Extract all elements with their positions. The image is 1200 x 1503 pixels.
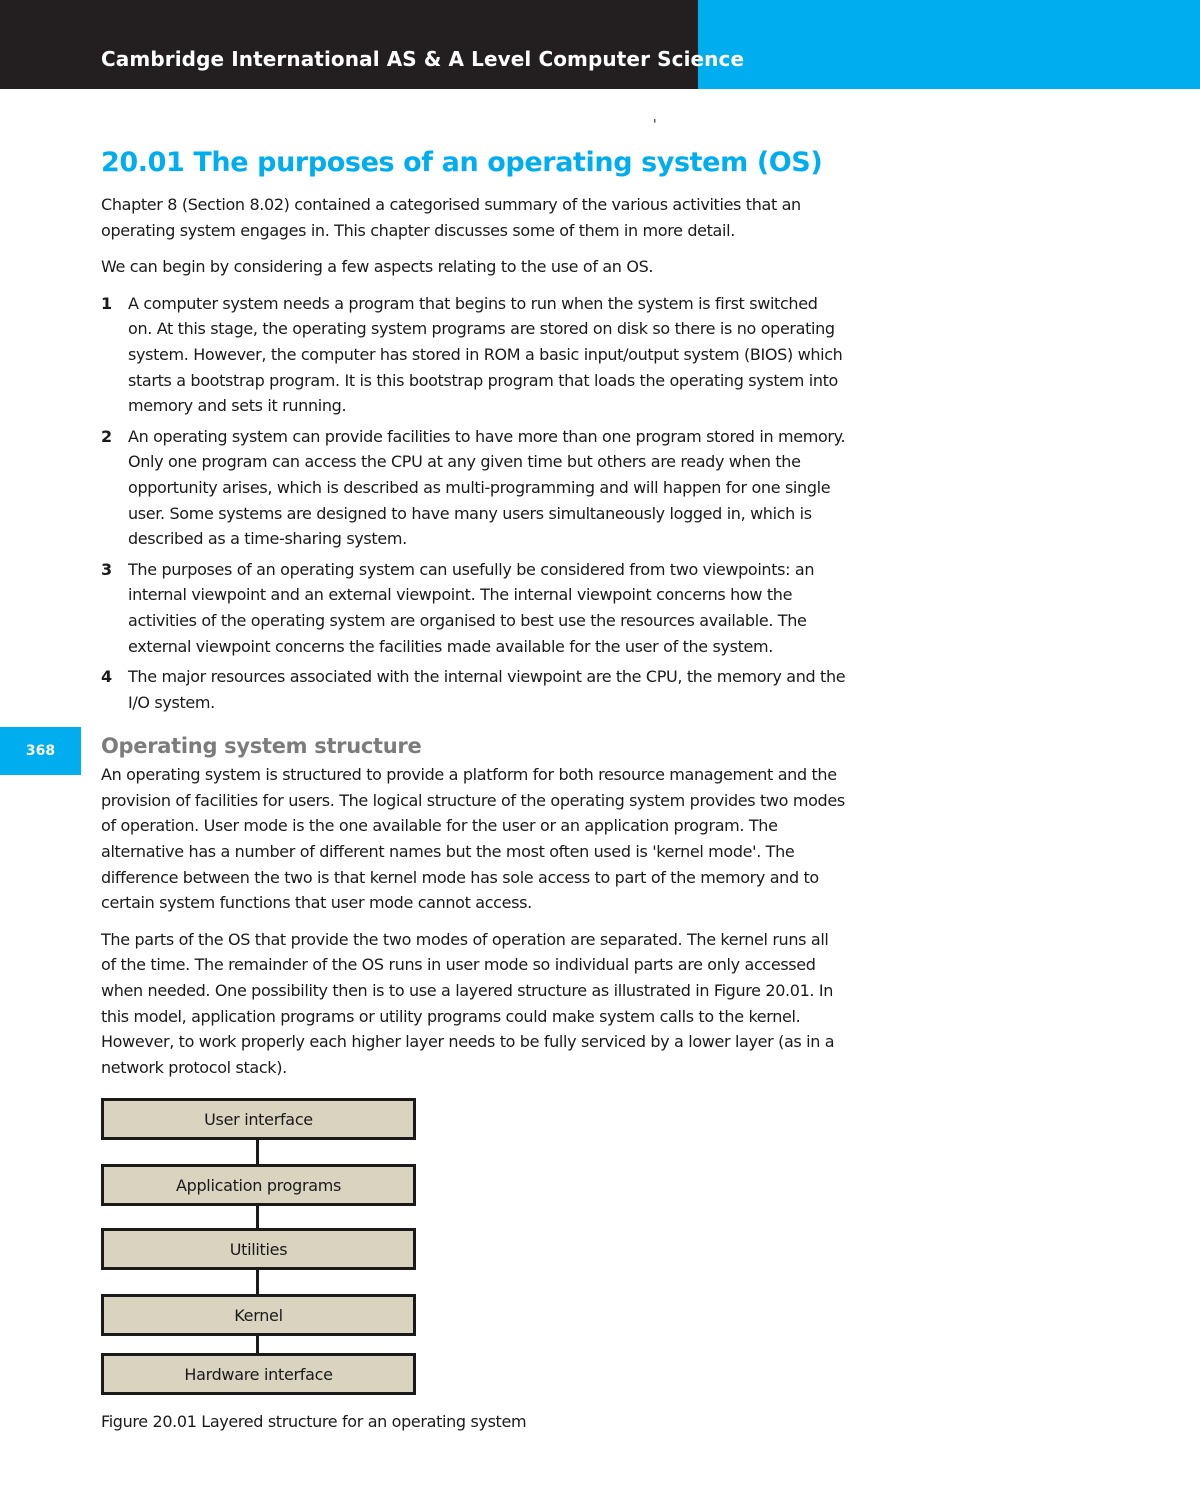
body-paragraph: An operating system is structured to provide a platform for both resource management and the provision of facilities for users. The logical structure of the operating system provides two modes of operation. User mode is the one available for the user or an application program. The alternative has a number of different names but the most often used is 'kernel mode'. The difference between the two is that kernel mode has sole access to part of the memory and to certain system functions that user mode cannot access. bbox=[101, 765, 845, 913]
layer-box-application-programs bbox=[101, 1164, 416, 1206]
layer-connector bbox=[256, 1140, 259, 1164]
layer-box-kernel bbox=[101, 1294, 416, 1336]
list-item bbox=[101, 424, 846, 552]
layer-box-hardware-interface bbox=[101, 1353, 416, 1395]
intro-paragraph: Chapter 8 (Section 8.02) contained a categorised summary of the various activities that an operating system engages in. This chapter discusses some of them in more detail. bbox=[101, 195, 801, 240]
layer-label: Kernel bbox=[234, 1305, 283, 1325]
main-content bbox=[101, 146, 846, 1091]
subsection-heading: Operating system structure bbox=[101, 734, 422, 759]
numbered-list bbox=[101, 291, 846, 716]
layer-connector bbox=[256, 1270, 259, 1294]
list-item-number: 1 bbox=[101, 293, 112, 313]
list-item-text: A computer system needs a program that begins to run when the system is first switched on. At this stage, the operating system programs are stored on disk so there is no operating system. However, the computer has stored in ROM a basic input/output system (BIOS) which starts a bootstrap program. It is this bootstrap program that loads the operating system into memory and sets it running. bbox=[128, 293, 843, 416]
layer-box-utilities bbox=[101, 1228, 416, 1270]
list-item-text: An operating system can provide facilities to have more than one program stored in memory. Only one program can access the CPU at any given time but others are ready when the opportunity arises, which is described as multi-programming and will happen for one single user. Some systems are designed to have many users simultaneously logged in, which is described as a time-sharing system. bbox=[128, 426, 846, 549]
list-item-number: 2 bbox=[101, 426, 112, 446]
layer-connector bbox=[256, 1206, 259, 1228]
header-accent-block bbox=[698, 0, 1200, 89]
section-heading: 20.01 The purposes of an operating system (OS) bbox=[101, 147, 823, 178]
layer-label: User interface bbox=[204, 1109, 313, 1129]
layer-box-user-interface bbox=[101, 1098, 416, 1140]
layer-label: Hardware interface bbox=[184, 1364, 333, 1384]
list-item bbox=[101, 664, 846, 715]
body-paragraph: The parts of the OS that provide the two modes of operation are separated. The kernel runs all of the time. The remainder of the OS runs in user mode so individual parts are only accessed when needed. One possibility then is to use a layered structure as illustrated in Figure 20.01. In this model, application programs or utility programs could make system calls to the kernel. However, to work properly each higher layer needs to be fully serviced by a lower layer (as in a network protocol stack). bbox=[101, 929, 835, 1077]
layer-label: Utilities bbox=[229, 1239, 288, 1259]
layered-structure-diagram bbox=[101, 1098, 414, 1393]
list-item-text: The major resources associated with the internal viewpoint are the CPU, the memory and the I/O system. bbox=[128, 667, 846, 712]
layer-label: Application programs bbox=[175, 1175, 342, 1195]
stray-mark: ' bbox=[653, 118, 657, 133]
list-item bbox=[101, 557, 846, 659]
list-item-text: The purposes of an operating system can usefully be considered from two viewpoints: an internal viewpoint and an external viewpoint. The internal viewpoint concerns how the activities of the operating system are organised to best use the resources available. The external viewpoint concerns the facilities made available for the user of the system. bbox=[128, 559, 815, 656]
page-number-tab bbox=[0, 727, 81, 775]
layer-connector bbox=[256, 1336, 259, 1353]
page-number: 368 bbox=[25, 743, 56, 759]
header-bar bbox=[0, 0, 698, 89]
list-item bbox=[101, 291, 846, 419]
list-item-number: 4 bbox=[101, 667, 112, 687]
figure-caption: Figure 20.01 Layered structure for an operating system bbox=[101, 1412, 527, 1431]
book-title: Cambridge International AS & A Level Computer Science bbox=[101, 47, 745, 71]
list-item-number: 3 bbox=[101, 559, 112, 579]
intro-paragraph: We can begin by considering a few aspects relating to the use of an OS. bbox=[101, 257, 654, 277]
